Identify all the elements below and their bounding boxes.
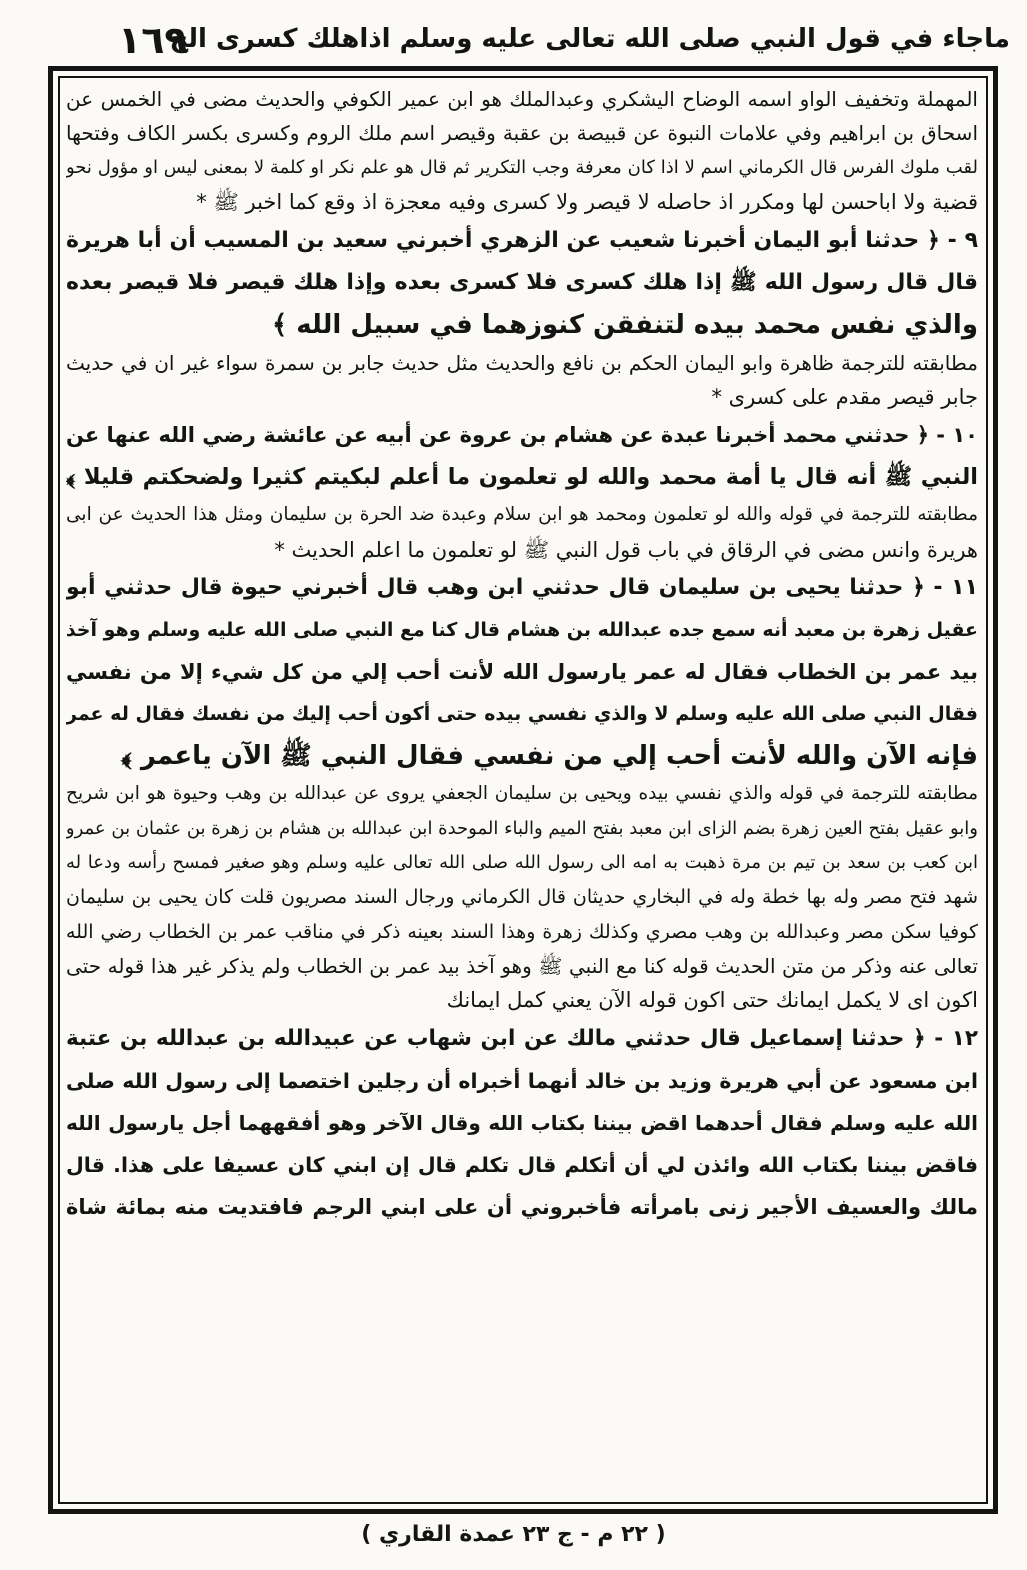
text-line: كوفيا سكن مصر وعبدالله بن وهب مصري وكذلك زهرة وهذا السند بعينه ذكر في مناقب عمر بن الخطاب رضي الله [66, 920, 978, 943]
hadith-line: ١١ - ﴿ حدثنا يحيى بن سليمان قال حدثني ابن وهب قال أخبرني حيوة قال حدثني أبو [66, 575, 978, 601]
text-line: شهد فتح مصر وله بها خطة وله في البخاري حديثان قال الكرماني ورجال السند مصريون قلت كان يحيى بن سليمان [66, 886, 978, 909]
hadith-line: فاقض بيننا بكتاب الله وائذن لي أن أتكلم قال تكلم قال إن ابني كان عسيفا على هذا. قال [66, 1152, 978, 1177]
hadith-line: مالك والعسيف الأجير زنى بامرأته فأخبروني أن على ابني الرجم فافتديت منه بمائة شاة [66, 1194, 978, 1219]
hadith-line: عقيل زهرة بن معبد أنه سمع جده عبدالله بن هشام قال كنا مع النبي صلى الله عليه وسلم وهو آخذ [66, 619, 978, 642]
running-head: ماجاء في قول النبي صلى الله تعالى عليه وسلم اذاهلك كسرى الخ [169, 24, 1010, 54]
text-line: مطابقته للترجمة في قوله والذي نفسي بيده ويحيى بن سليمان الجعفي يروى عن عبدالله بن وهب وحيوة هو ابن شريح [66, 783, 978, 805]
text-line: اسحاق بن ابراهيم وفي علامات النبوة عن قبيصة بن عقبة وقيصر اسم ملك الروم وكسرى بكسر الكاف وفتحها [66, 121, 978, 146]
commentary-block [66, 346, 978, 415]
hadith-line: ٩ - ﴿ حدثنا أبو اليمان أخبرنا شعيب عن الزهري أخبرني سعيد بن المسيب أن أبا هريرة [66, 227, 978, 253]
footer-signature: ( ٢٢ م - ج ٢٣ عمدة القاري ) [361, 1522, 666, 1547]
text-line: تعالى عنه وذكر من متن الحديث قوله كنا مع النبي ﷺ وهو آخذ بيد عمر بن الخطاب ولم يذكر غير هذا قوله حتى [66, 954, 978, 979]
text-line: مطابقته للترجمة ظاهرة وابو اليمان الحكم بن نافع والحديث مثل حديث جابر بن سمرة سواء غير ان في حديث [66, 350, 978, 375]
hadith-line: ١٠ - ﴿ حدثني محمد أخبرنا عبدة عن هشام بن عروة عن أبيه عن عائشة رضي الله عنها عن [66, 423, 978, 448]
commentary-block [66, 82, 978, 220]
hadith-line: الله عليه وسلم فقال أحدهما اقض بيننا بكتاب الله وقال الآخر وهو أفقههما أجل يارسول الله [66, 1110, 978, 1135]
hadith-block-12 [66, 1018, 978, 1228]
text-line: المهملة وتخفيف الواو اسمه الوضاح اليشكري وعبدالملك هو ابن عمير الكوفي والحديث مضى في الخمس عن [66, 87, 978, 111]
text-line: جابر قيصر مقدم على كسرى * [711, 384, 978, 409]
text-line: قضية ولا اباحسن لها ومكرر اذ حاصله لا قيصر ولا كسرى وفيه معجزة اذ وقع كما اخبر ﷺ * [196, 190, 978, 215]
hadith-block-10 [66, 414, 978, 498]
text-line: وابو عقيل بفتح العين زهرة بضم الزاى ابن معبد بفتح الميم والباء الموحدة ابن عبدالله بن هشام بن زهرة بن عثمان بن عمرو [66, 817, 978, 839]
commentary-block [66, 777, 978, 1018]
hadith-line: فقال النبي صلى الله عليه وسلم لا والذي نفسي بيده حتى أكون أحب إليك من نفسك فقال له عمر [66, 703, 978, 726]
hadith-block-11 [66, 567, 978, 777]
hadith-line: النبي ﷺ أنه قال يا أمة محمد والله لو تعلمون ما أعلم لبكيتم كثيرا ولضحكتم قليلا ﴾ [66, 464, 978, 491]
text-line: هريرة وانس مضى في الرقاق في باب قول النبي ﷺ لو تعلمون ما اعلم الحديث * [274, 537, 978, 562]
text-body [66, 82, 978, 1228]
hadith-line: فإنه الآن والله لأنت أحب إلي من نفسي فقال النبي ﷺ الآن ياعمر ﴾ [121, 741, 978, 772]
text-line: اكون اى لا يكمل ايمانك حتى اكون قوله الآن يعني كمل ايمانك [446, 988, 978, 1013]
hadith-line: ابن مسعود عن أبي هريرة وزيد بن خالد أنهما أخبراه أن رجلين اختصما إلى رسول الله صلى [66, 1068, 978, 1093]
hadith-line: قال قال رسول الله ﷺ إذا هلك كسرى فلا كسرى بعده وإذا هلك قيصر فلا قيصر بعده [66, 269, 978, 295]
hadith-block-9 [66, 220, 978, 346]
text-line: ابن كعب بن سعد بن تيم بن مرة ذهبت به امه الى رسول الله صلى الله تعالى عليه وسلم وهو صغير فمسح رأسه ودعا له [66, 851, 978, 873]
page-number: ١٦٩ [118, 18, 188, 62]
hadith-line: بيد عمر بن الخطاب فقال له عمر يارسول الله لأنت أحب إلي من كل شيء إلا من نفسي [66, 660, 978, 685]
text-line: مطابقته للترجمة في قوله والله لو تعلمون ومحمد هو ابن سلام وعبدة ضد الحرة بن سليمان ومثل هذا الحديث عن ابى [66, 504, 978, 526]
hadith-line: والذي نفس محمد بيده لتنفقن كنوزهما في سبيل الله ﴾ [271, 309, 978, 340]
commentary-block [66, 498, 978, 567]
text-line: لقب ملوك الفرس قال الكرماني اسم لا اذا كان معرفة وجب التكرير ثم قال هو علم نكر او كلمة لا بمعنى ليس او مؤول نحو [66, 156, 978, 178]
hadith-line: ١٢ - ﴿ حدثنا إسماعيل قال حدثني مالك عن ابن شهاب عن عبيدالله بن عبدالله بن عتبة [66, 1025, 978, 1051]
